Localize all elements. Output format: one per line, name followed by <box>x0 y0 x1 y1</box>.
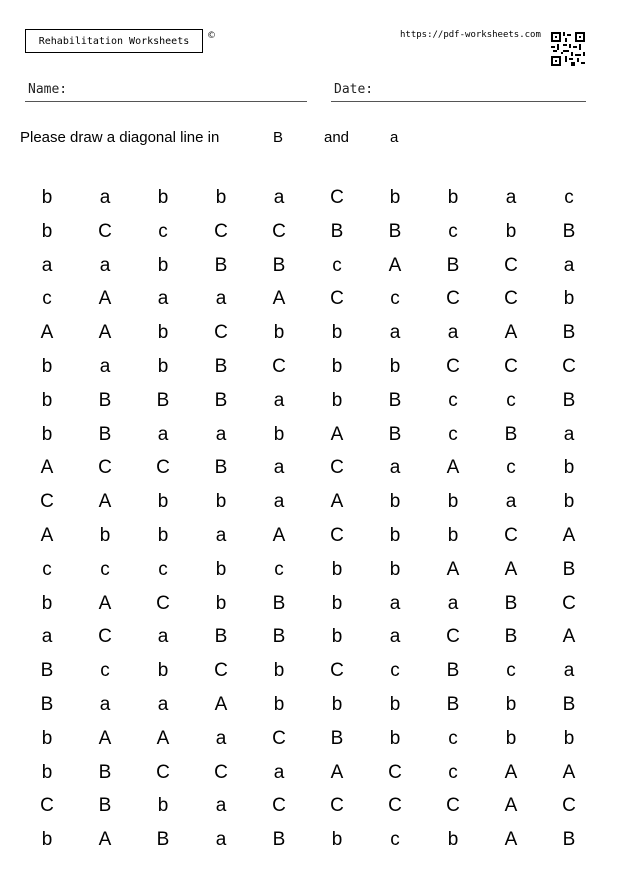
grid-letter[interactable]: B <box>562 220 576 242</box>
grid-row <box>18 688 598 722</box>
grid-row <box>18 181 598 215</box>
grid-letter[interactable]: C <box>330 457 344 479</box>
grid-letter[interactable]: b <box>563 288 575 310</box>
grid-letter[interactable]: c <box>506 457 516 479</box>
grid-letter[interactable]: C <box>504 288 518 310</box>
grid-letter[interactable]: B <box>98 761 112 783</box>
grid-letter[interactable]: C <box>330 660 344 682</box>
name-label: Name: <box>28 82 68 97</box>
grid-letter[interactable]: b <box>331 558 343 580</box>
grid-letter[interactable]: A <box>272 288 286 310</box>
grid-letter[interactable]: c <box>448 727 458 749</box>
grid-letter[interactable]: c <box>100 660 110 682</box>
grid-letter[interactable]: b <box>331 355 343 377</box>
grid-letter[interactable]: A <box>330 761 344 783</box>
grid-letter[interactable]: A <box>330 423 344 445</box>
grid-letter[interactable]: b <box>41 761 53 783</box>
grid-letter[interactable]: A <box>504 761 518 783</box>
grid-row <box>18 823 598 857</box>
grid-letter[interactable]: B <box>40 693 54 715</box>
grid-row <box>18 620 598 654</box>
grid-letter[interactable]: b <box>41 423 53 445</box>
grid-letter[interactable]: C <box>446 355 460 377</box>
grid-letter[interactable]: a <box>99 693 111 715</box>
grid-letter[interactable]: B <box>272 626 286 648</box>
grid-letter[interactable]: C <box>272 220 286 242</box>
grid-row <box>18 282 598 316</box>
copyright-mark: © <box>207 31 216 41</box>
grid-letter[interactable]: A <box>272 524 286 546</box>
grid-letter[interactable]: B <box>272 592 286 614</box>
grid-letter[interactable]: B <box>388 423 402 445</box>
grid-letter[interactable]: b <box>215 491 227 513</box>
qr-code-icon <box>551 32 585 66</box>
grid-letter[interactable]: b <box>273 693 285 715</box>
grid-letter[interactable]: b <box>389 491 401 513</box>
grid-letter[interactable]: C <box>272 795 286 817</box>
grid-letter[interactable]: a <box>563 660 575 682</box>
grid-letter[interactable]: b <box>273 423 285 445</box>
grid-letter[interactable]: b <box>41 592 53 614</box>
grid-letter[interactable]: C <box>330 288 344 310</box>
grid-letter[interactable]: a <box>99 254 111 276</box>
grid-letter[interactable]: b <box>389 558 401 580</box>
grid-letter[interactable]: a <box>563 254 575 276</box>
grid-letter[interactable]: b <box>563 457 575 479</box>
grid-letter[interactable]: C <box>330 524 344 546</box>
grid-letter[interactable]: B <box>562 322 576 344</box>
grid-row <box>18 485 598 519</box>
grid-letter[interactable]: b <box>447 829 459 851</box>
worksheet-title: Rehabilitation Worksheets <box>38 35 190 47</box>
grid-letter[interactable]: b <box>447 187 459 208</box>
grid-letter[interactable]: c <box>448 761 458 783</box>
grid-letter[interactable]: B <box>98 423 112 445</box>
grid-letter[interactable]: c <box>332 254 342 276</box>
grid-letter[interactable]: a <box>157 423 169 445</box>
target-letter-1: B <box>273 129 284 146</box>
grid-letter[interactable]: B <box>562 558 576 580</box>
grid-letter[interactable]: A <box>562 761 576 783</box>
grid-letter[interactable]: b <box>41 727 53 749</box>
grid-letter[interactable]: B <box>562 829 576 851</box>
grid-row <box>18 384 598 418</box>
grid-letter[interactable]: A <box>40 322 54 344</box>
grid-letter[interactable]: c <box>42 288 52 310</box>
grid-letter[interactable]: b <box>505 220 517 242</box>
grid-letter[interactable]: a <box>273 491 285 513</box>
grid-letter[interactable]: b <box>447 491 459 513</box>
grid-letter[interactable]: B <box>388 389 402 411</box>
grid-letter[interactable]: b <box>273 660 285 682</box>
grid-letter[interactable]: b <box>563 491 575 513</box>
grid-letter[interactable]: a <box>389 626 401 648</box>
grid-letter[interactable]: b <box>331 389 343 411</box>
grid-letter[interactable]: b <box>41 187 53 208</box>
grid-letter[interactable]: c <box>390 829 400 851</box>
grid-letter[interactable]: a <box>389 592 401 614</box>
grid-letter[interactable]: a <box>273 187 285 208</box>
grid-letter[interactable]: b <box>563 727 575 749</box>
grid-letter[interactable]: a <box>215 829 227 851</box>
grid-letter[interactable]: b <box>331 322 343 344</box>
grid-letter[interactable]: A <box>504 829 518 851</box>
grid-letter[interactable]: C <box>98 457 112 479</box>
grid-letter[interactable]: a <box>215 288 227 310</box>
grid-letter[interactable]: a <box>447 592 459 614</box>
grid-letter[interactable]: A <box>98 491 112 513</box>
grid-row <box>18 451 598 485</box>
grid-letter[interactable]: c <box>158 220 168 242</box>
grid-letter[interactable]: b <box>215 558 227 580</box>
grid-letter[interactable]: C <box>562 355 576 377</box>
grid-letter[interactable]: C <box>98 220 112 242</box>
grid-letter[interactable]: B <box>446 254 460 276</box>
grid-letter[interactable]: c <box>506 389 516 411</box>
grid-letter[interactable]: B <box>98 389 112 411</box>
grid-row <box>18 789 598 823</box>
grid-letter[interactable]: A <box>446 457 460 479</box>
grid-letter[interactable]: C <box>330 795 344 817</box>
grid-letter[interactable]: B <box>504 423 518 445</box>
grid-letter[interactable]: b <box>389 693 401 715</box>
grid-letter[interactable]: A <box>156 727 170 749</box>
grid-letter[interactable]: b <box>41 389 53 411</box>
grid-letter[interactable]: B <box>214 626 228 648</box>
grid-letter[interactable]: C <box>562 795 576 817</box>
grid-row <box>18 316 598 350</box>
grid-letter[interactable]: a <box>273 761 285 783</box>
grid-letter[interactable]: c <box>448 389 458 411</box>
grid-letter[interactable]: a <box>215 795 227 817</box>
grid-letter[interactable]: c <box>506 660 516 682</box>
grid-letter[interactable]: a <box>99 187 111 208</box>
grid-letter[interactable]: B <box>272 829 286 851</box>
grid-letter[interactable]: a <box>505 491 517 513</box>
grid-row <box>18 553 598 587</box>
grid-letter[interactable]: C <box>446 288 460 310</box>
grid-letter[interactable]: B <box>214 355 228 377</box>
grid-letter[interactable]: A <box>504 322 518 344</box>
grid-letter[interactable]: b <box>505 727 517 749</box>
grid-letter[interactable]: C <box>562 592 576 614</box>
instruction-text: Please draw a diagonal line in <box>20 129 220 146</box>
grid-letter[interactable]: b <box>389 727 401 749</box>
grid-letter[interactable]: a <box>447 322 459 344</box>
grid-letter[interactable]: C <box>504 524 518 546</box>
grid-letter[interactable]: a <box>563 423 575 445</box>
grid-letter[interactable]: b <box>157 187 169 208</box>
grid-letter[interactable]: C <box>156 457 170 479</box>
grid-letter[interactable]: C <box>98 626 112 648</box>
grid-letter[interactable]: a <box>505 187 517 208</box>
grid-letter[interactable]: C <box>214 322 228 344</box>
grid-letter[interactable]: a <box>389 457 401 479</box>
grid-letter[interactable]: a <box>41 254 53 276</box>
grid-letter[interactable]: A <box>504 558 518 580</box>
grid-letter[interactable]: b <box>157 355 169 377</box>
grid-letter[interactable]: C <box>388 761 402 783</box>
grid-row <box>18 654 598 688</box>
grid-letter[interactable]: B <box>214 254 228 276</box>
grid-letter[interactable]: a <box>273 457 285 479</box>
grid-letter[interactable]: c <box>448 423 458 445</box>
grid-row <box>18 418 598 452</box>
grid-letter[interactable]: C <box>156 761 170 783</box>
grid-letter[interactable]: b <box>41 355 53 377</box>
grid-letter[interactable]: b <box>447 524 459 546</box>
grid-letter[interactable]: a <box>215 423 227 445</box>
grid-letter[interactable]: A <box>98 727 112 749</box>
grid-letter[interactable]: B <box>330 220 344 242</box>
grid-letter[interactable]: C <box>330 187 344 208</box>
grid-letter[interactable]: b <box>157 491 169 513</box>
grid-letter[interactable]: B <box>156 829 170 851</box>
name-field[interactable] <box>25 82 307 102</box>
grid-letter[interactable]: A <box>446 558 460 580</box>
grid-letter[interactable]: C <box>214 761 228 783</box>
grid-letter[interactable]: c <box>42 558 52 580</box>
grid-letter[interactable]: b <box>215 592 227 614</box>
grid-letter[interactable]: B <box>446 693 460 715</box>
grid-letter[interactable]: A <box>214 693 228 715</box>
grid-letter[interactable]: C <box>40 491 54 513</box>
grid-letter[interactable]: A <box>98 829 112 851</box>
grid-letter[interactable]: b <box>389 524 401 546</box>
grid-letter[interactable]: C <box>388 795 402 817</box>
grid-letter[interactable]: C <box>446 795 460 817</box>
grid-letter[interactable]: a <box>215 727 227 749</box>
grid-row <box>18 756 598 790</box>
date-label: Date: <box>334 82 374 97</box>
grid-letter[interactable]: B <box>562 389 576 411</box>
grid-letter[interactable]: a <box>273 389 285 411</box>
grid-letter[interactable]: A <box>40 524 54 546</box>
grid-letter[interactable]: A <box>98 288 112 310</box>
worksheet-title-box <box>25 29 203 53</box>
grid-letter[interactable]: C <box>504 254 518 276</box>
grid-letter[interactable]: B <box>272 254 286 276</box>
grid-letter[interactable]: C <box>504 355 518 377</box>
grid-letter[interactable]: b <box>41 829 53 851</box>
grid-letter[interactable]: b <box>215 187 227 208</box>
grid-letter[interactable]: B <box>214 389 228 411</box>
grid-letter[interactable]: B <box>156 389 170 411</box>
grid-letter[interactable]: a <box>157 693 169 715</box>
grid-letter[interactable]: A <box>330 491 344 513</box>
grid-letter[interactable]: b <box>99 524 111 546</box>
grid-letter[interactable]: B <box>446 660 460 682</box>
grid-letter[interactable]: b <box>41 220 53 242</box>
date-field[interactable] <box>331 82 586 102</box>
grid-letter[interactable]: b <box>331 626 343 648</box>
grid-letter[interactable]: B <box>504 592 518 614</box>
grid-letter[interactable]: A <box>40 457 54 479</box>
grid-letter[interactable]: b <box>505 693 517 715</box>
grid-letter[interactable]: c <box>390 660 400 682</box>
grid-letter[interactable]: A <box>562 524 576 546</box>
grid-letter[interactable]: a <box>157 626 169 648</box>
grid-letter[interactable]: b <box>157 795 169 817</box>
grid-letter[interactable]: b <box>273 322 285 344</box>
grid-letter[interactable]: b <box>331 592 343 614</box>
grid-letter[interactable]: b <box>157 660 169 682</box>
grid-letter[interactable]: A <box>504 795 518 817</box>
grid-letter[interactable]: c <box>390 288 400 310</box>
grid-letter[interactable]: C <box>272 727 286 749</box>
grid-letter[interactable]: a <box>157 288 169 310</box>
grid-letter[interactable]: c <box>564 187 574 208</box>
grid-letter[interactable]: a <box>41 626 53 648</box>
grid-letter[interactable]: C <box>40 795 54 817</box>
grid-letter[interactable]: c <box>158 558 168 580</box>
grid-letter[interactable]: b <box>157 524 169 546</box>
grid-letter[interactable]: B <box>562 693 576 715</box>
grid-letter[interactable]: a <box>215 524 227 546</box>
grid-letter[interactable]: B <box>40 660 54 682</box>
grid-row <box>18 249 598 283</box>
grid-letter[interactable]: C <box>214 220 228 242</box>
grid-letter[interactable]: A <box>388 254 402 276</box>
target-letter-2: a <box>390 129 399 146</box>
grid-letter[interactable]: A <box>98 322 112 344</box>
grid-letter[interactable]: b <box>157 254 169 276</box>
grid-letter[interactable]: B <box>388 220 402 242</box>
grid-row <box>18 519 598 553</box>
grid-letter[interactable]: C <box>272 355 286 377</box>
grid-letter[interactable]: b <box>389 355 401 377</box>
grid-letter[interactable]: C <box>156 592 170 614</box>
grid-row <box>18 722 598 756</box>
grid-letter[interactable]: b <box>389 187 401 208</box>
site-url: https://pdf-worksheets.com <box>400 30 541 40</box>
grid-letter[interactable]: b <box>157 322 169 344</box>
grid-letter[interactable]: B <box>330 727 344 749</box>
grid-letter[interactable]: A <box>562 626 576 648</box>
grid-row <box>18 587 598 621</box>
letter-grid <box>18 181 598 857</box>
grid-letter[interactable]: a <box>389 322 401 344</box>
grid-row <box>18 350 598 384</box>
grid-letter[interactable]: A <box>98 592 112 614</box>
grid-letter[interactable]: a <box>99 355 111 377</box>
grid-letter[interactable]: c <box>100 558 110 580</box>
grid-letter[interactable]: B <box>214 457 228 479</box>
grid-letter[interactable]: b <box>331 693 343 715</box>
grid-letter[interactable]: B <box>98 795 112 817</box>
grid-letter[interactable]: C <box>214 660 228 682</box>
grid-letter[interactable]: b <box>331 829 343 851</box>
grid-row <box>18 215 598 249</box>
grid-letter[interactable]: c <box>448 220 458 242</box>
grid-letter[interactable]: B <box>504 626 518 648</box>
grid-letter[interactable]: C <box>446 626 460 648</box>
instruction-conjunction: and <box>324 129 350 146</box>
grid-letter[interactable]: c <box>274 558 284 580</box>
